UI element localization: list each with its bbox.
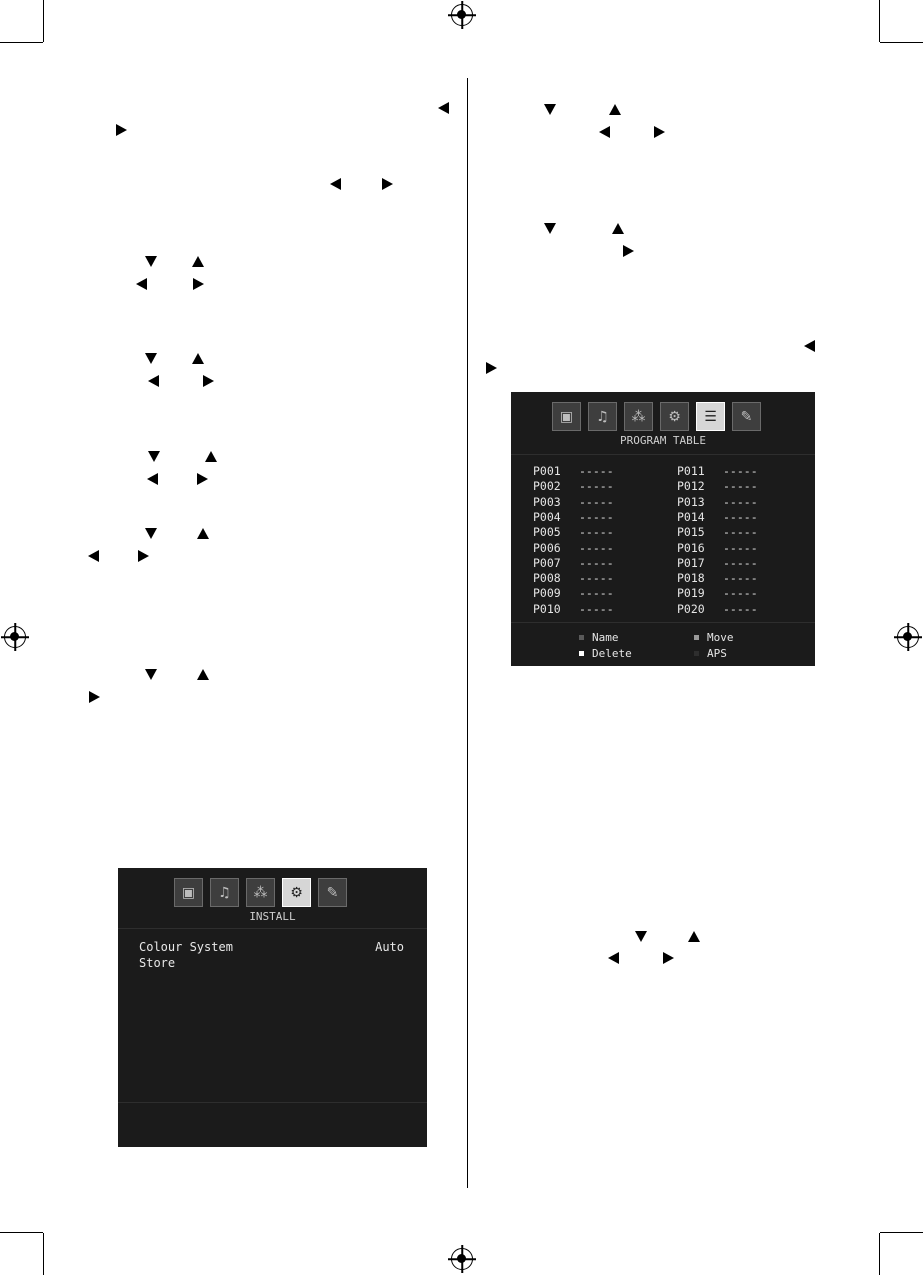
down-arrow-icon	[145, 256, 157, 267]
source-icon[interactable]: ✎	[318, 878, 347, 907]
legend-swatch	[579, 651, 584, 656]
registration-mark-icon	[897, 626, 919, 648]
program-number[interactable]: P007	[533, 555, 561, 570]
program-name[interactable]: -----	[723, 571, 758, 586]
program-name[interactable]: -----	[723, 494, 758, 509]
program-number[interactable]: P001	[533, 464, 561, 478]
program-table-icon[interactable]: ☰	[696, 402, 725, 431]
install-menu	[118, 868, 427, 1147]
right-arrow-icon	[663, 952, 674, 964]
left-arrow-icon	[88, 550, 99, 562]
left-arrow-icon	[608, 952, 619, 964]
program-name[interactable]: -----	[579, 525, 614, 540]
crop-mark	[880, 1232, 923, 1233]
left-arrow-icon	[438, 102, 449, 114]
down-arrow-icon	[635, 931, 647, 942]
left-arrow-icon	[136, 278, 147, 290]
program-name[interactable]: -----	[579, 479, 614, 494]
program-number[interactable]: P017	[677, 555, 705, 570]
program-name[interactable]: -----	[579, 494, 614, 509]
left-arrow-icon	[148, 375, 159, 387]
left-arrow-icon	[147, 473, 158, 485]
down-arrow-icon	[145, 353, 157, 364]
install-icon[interactable]: ⚙	[660, 402, 689, 431]
program-name[interactable]: -----	[579, 540, 614, 555]
program-name[interactable]: -----	[723, 479, 758, 494]
program-name[interactable]: -----	[723, 540, 758, 555]
program-name[interactable]: -----	[579, 571, 614, 586]
program-name[interactable]: -----	[723, 509, 758, 524]
up-arrow-icon	[205, 451, 217, 462]
sound-icon[interactable]: ♫	[588, 402, 617, 431]
down-arrow-icon	[544, 104, 556, 115]
legend-label: Name	[592, 631, 619, 644]
divider	[511, 454, 815, 455]
store-label[interactable]: Store	[139, 956, 176, 970]
program-name[interactable]: -----	[579, 464, 614, 478]
up-arrow-icon	[197, 528, 209, 539]
program-number[interactable]: P008	[533, 571, 561, 586]
program-number[interactable]: P015	[677, 525, 705, 540]
picture-icon[interactable]: ▣	[552, 402, 581, 431]
crop-mark	[0, 42, 43, 43]
legend-label: Delete	[592, 647, 632, 660]
feature-icon[interactable]: ⁂	[246, 878, 275, 907]
legend-aps[interactable]	[694, 647, 727, 660]
program-number[interactable]: P005	[533, 525, 561, 540]
menu-icon-row	[552, 402, 761, 431]
program-number[interactable]: P006	[533, 540, 561, 555]
divider	[511, 622, 815, 623]
divider	[118, 928, 427, 929]
right-arrow-icon	[486, 362, 497, 374]
colour-system-value[interactable]: Auto	[375, 940, 404, 954]
program-name[interactable]: -----	[723, 525, 758, 540]
up-arrow-icon	[197, 669, 209, 680]
program-name[interactable]: -----	[723, 555, 758, 570]
up-arrow-icon	[192, 353, 204, 364]
left-arrow-icon	[330, 178, 341, 190]
legend-label: Move	[707, 631, 734, 644]
registration-mark-icon	[451, 1248, 473, 1270]
colour-system-label[interactable]: Colour System	[139, 940, 233, 954]
legend-label: APS	[707, 647, 727, 660]
program-number[interactable]: P002	[533, 479, 561, 494]
program-name[interactable]: -----	[723, 586, 758, 601]
program-number[interactable]: P004	[533, 509, 561, 524]
up-arrow-icon	[688, 931, 700, 942]
right-arrow-icon	[197, 473, 208, 485]
program-number[interactable]: P018	[677, 571, 705, 586]
legend-swatch	[579, 635, 584, 640]
column-divider	[467, 78, 468, 1188]
menu-title: PROGRAM TABLE	[619, 434, 707, 447]
program-number[interactable]: P020	[677, 601, 705, 616]
legend-swatch	[694, 635, 699, 640]
program-name[interactable]: -----	[579, 509, 614, 524]
right-arrow-icon	[193, 278, 204, 290]
right-arrow-icon	[382, 178, 393, 190]
program-name[interactable]: -----	[723, 601, 758, 616]
program-table-menu	[511, 392, 815, 666]
program-number[interactable]: P011	[677, 464, 705, 478]
right-arrow-icon	[138, 550, 149, 562]
crop-mark	[43, 1233, 44, 1275]
program-name[interactable]: -----	[579, 586, 614, 601]
picture-icon[interactable]: ▣	[174, 878, 203, 907]
right-arrow-icon	[203, 375, 214, 387]
crop-mark	[0, 1232, 43, 1233]
down-arrow-icon	[544, 223, 556, 234]
program-number[interactable]: P013	[677, 494, 705, 509]
program-number[interactable]: P014	[677, 509, 705, 524]
registration-mark-icon	[4, 626, 26, 648]
down-arrow-icon	[145, 669, 157, 680]
legend-name[interactable]	[579, 631, 619, 644]
up-arrow-icon	[612, 223, 624, 234]
menu-icon-row	[174, 878, 347, 907]
up-arrow-icon	[609, 104, 621, 115]
program-name[interactable]: -----	[723, 464, 758, 478]
legend-delete[interactable]	[579, 647, 632, 660]
program-number[interactable]: P016	[677, 540, 705, 555]
program-name[interactable]: -----	[579, 555, 614, 570]
down-arrow-icon	[148, 451, 160, 462]
right-arrow-icon	[116, 124, 127, 136]
divider	[118, 1102, 427, 1103]
program-number[interactable]: P003	[533, 494, 561, 509]
feature-icon[interactable]: ⁂	[624, 402, 653, 431]
legend-move[interactable]	[694, 631, 734, 644]
up-arrow-icon	[192, 256, 204, 267]
right-arrow-icon	[654, 126, 665, 138]
crop-mark	[879, 1233, 880, 1275]
right-arrow-icon	[89, 691, 100, 703]
registration-mark-icon	[451, 4, 473, 26]
install-icon[interactable]: ⚙	[282, 878, 311, 907]
program-number[interactable]: P010	[533, 601, 561, 616]
down-arrow-icon	[145, 528, 157, 539]
left-arrow-icon	[804, 340, 815, 352]
crop-mark	[43, 0, 44, 42]
program-name[interactable]: -----	[579, 601, 614, 616]
legend-swatch	[694, 651, 699, 656]
sound-icon[interactable]: ♫	[210, 878, 239, 907]
left-arrow-icon	[599, 126, 610, 138]
right-arrow-icon	[623, 245, 634, 257]
menu-title: INSTALL	[249, 910, 296, 923]
program-number[interactable]: P019	[677, 586, 705, 601]
program-number[interactable]: P012	[677, 479, 705, 494]
program-number[interactable]: P009	[533, 586, 561, 601]
source-icon[interactable]: ✎	[732, 402, 761, 431]
crop-mark	[880, 42, 923, 43]
crop-mark	[879, 0, 880, 42]
